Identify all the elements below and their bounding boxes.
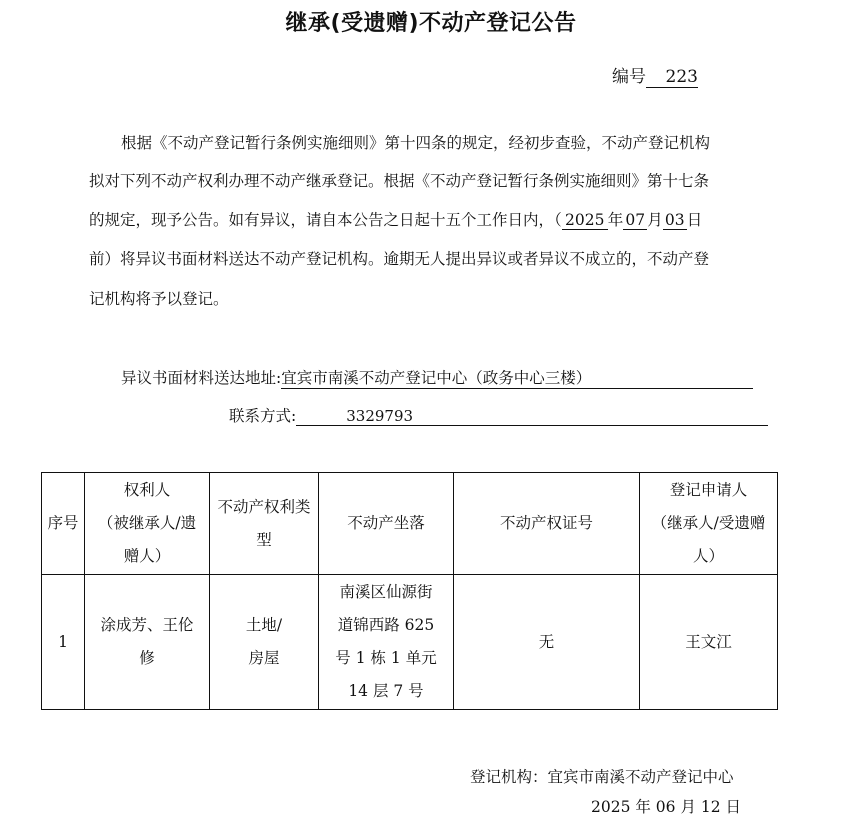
table-header-row <box>42 473 778 575</box>
header-seq: 序号 <box>42 473 85 575</box>
notice-number-value: 223 <box>646 67 698 88</box>
cell-applicant: 王文江 <box>640 575 778 710</box>
table-row <box>42 575 778 710</box>
day-char: 日 <box>686 211 703 229</box>
page-title: 继承(受遗赠)不动产登记公告 <box>285 11 577 36</box>
paragraph-line-5: 记机构将予以登记。 <box>89 290 229 308</box>
contact-value: 3329793 <box>296 407 768 426</box>
cell-holder: 涂成芳、王伦 修 <box>85 575 210 710</box>
header-applicant: 登记申请人 （继承人/受遗赠 人） <box>640 473 778 575</box>
address-value: 宜宾市南溪不动产登记中心（政务中心三楼） <box>281 366 753 389</box>
registration-table <box>41 472 778 710</box>
month-char: 月 <box>647 211 663 229</box>
notice-number <box>612 62 698 88</box>
header-certificate: 不动产权证号 <box>454 473 640 575</box>
objection-address <box>121 366 753 389</box>
paragraph-line-1: 根据《不动产登记暂行条例实施细则》第十四条的规定，经初步查验，不动产登记机构 <box>121 134 711 152</box>
deadline-day: 03 <box>663 211 687 230</box>
header-right-type: 不动产权利类 型 <box>210 473 319 575</box>
header-holder: 权利人 （被继承人/遗 赠人） <box>85 473 210 575</box>
registration-authority: 登记机构：宜宾市南溪不动产登记中心 <box>470 768 734 786</box>
contact-label: 联系方式: <box>229 407 297 425</box>
paragraph-line-3 <box>89 208 702 230</box>
paragraph-line-3-prefix: 的规定，现予公告。如有异议，请自本公告之日起十五个工作日内，（ <box>89 211 562 229</box>
deadline-month: 07 <box>623 211 647 230</box>
deadline-year: 2025 <box>562 211 608 230</box>
paragraph-line-4: 前）将异议书面材料送达不动产登记机构。逾期无人提出异议或者异议不成立的，不动产登 <box>89 250 710 268</box>
header-location: 不动产坐落 <box>319 473 454 575</box>
address-label: 异议书面材料送达地址: <box>121 369 282 387</box>
notice-number-label: 编号 <box>612 67 646 87</box>
year-char: 年 <box>607 211 624 229</box>
cell-location: 南溪区仙源街 道锦西路 625 号 1 栋 1 单元 14 层 7 号 <box>319 575 454 710</box>
cell-certificate: 无 <box>454 575 640 710</box>
contact-info <box>229 404 768 426</box>
announcement-date: 2025 年 06 月 12 日 <box>591 798 742 816</box>
cell-right-type: 土地/ 房屋 <box>210 575 319 710</box>
cell-seq: 1 <box>42 575 85 710</box>
paragraph-line-2: 拟对下列不动产权利办理不动产继承登记。根据《不动产登记暂行条例实施细则》第十七条 <box>89 172 710 190</box>
